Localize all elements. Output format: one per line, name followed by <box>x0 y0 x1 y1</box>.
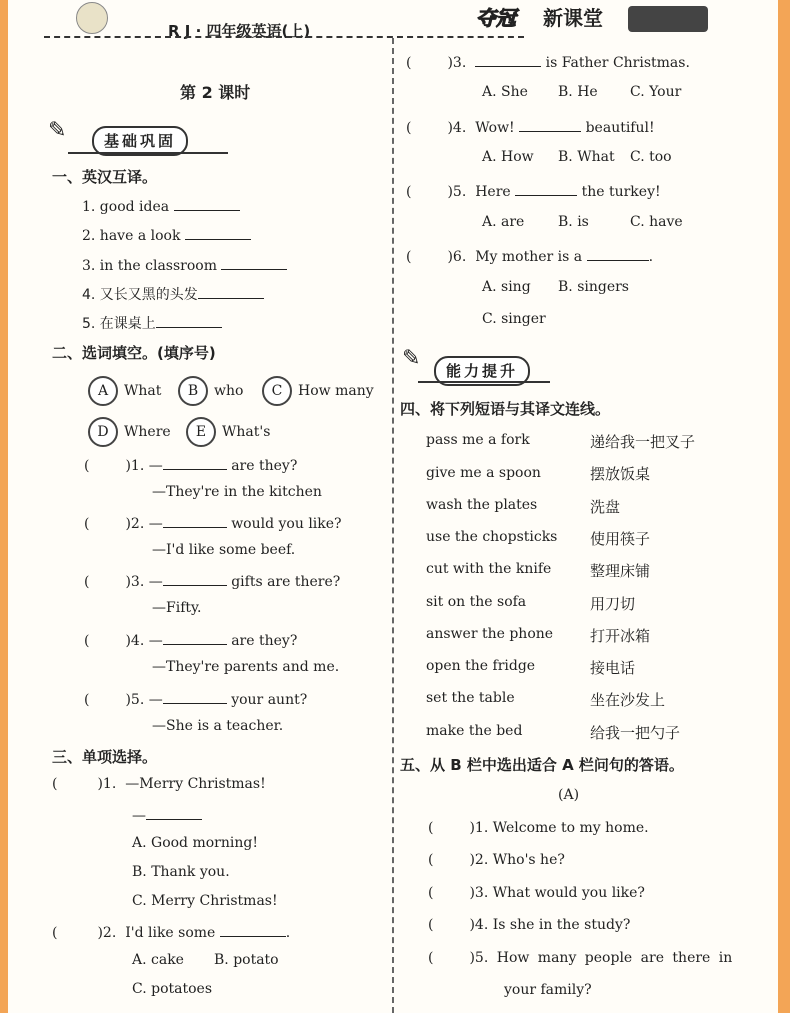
worksheet-page <box>8 0 778 1013</box>
match-left: give me a spoon <box>426 465 541 481</box>
match-right: 整理床铺 <box>590 562 651 580</box>
sec3-option: A. Good morning! <box>132 835 258 851</box>
match-right: 给我一把勺子 <box>590 724 681 742</box>
sec2-question: ( )1. — are they? <box>84 455 297 474</box>
sec3-option: B. He <box>558 84 598 100</box>
sec2-answer: —They're parents and me. <box>152 659 340 675</box>
sec2-question: ( )5. — your aunt? <box>84 689 307 708</box>
match-right: 接电话 <box>590 659 636 677</box>
badge-underline <box>418 381 550 383</box>
sec3-option: C. too <box>630 149 672 165</box>
sec3-question-1: ( )1. —Merry Christmas! <box>52 776 266 792</box>
sec5-question: ( )5. How many people are there in <box>428 950 733 966</box>
header-divider <box>44 36 524 39</box>
header-brand: 新课堂 <box>543 6 603 30</box>
badge-advance: 能力提升 <box>434 356 530 386</box>
sec2-question: ( )3. — gifts are there? <box>84 571 340 590</box>
sec3-option: B. singers <box>558 279 629 295</box>
section3-heading: 三、单项选择。 <box>52 748 158 766</box>
sec3-option: B. is <box>558 214 589 230</box>
sec3-option: A. cake <box>132 952 184 968</box>
sec2-question: ( )2. — would you like? <box>84 513 342 532</box>
badge-underline <box>68 152 228 154</box>
section1-heading: 一、英汉互译。 <box>52 168 158 186</box>
option-word: How many <box>298 383 374 399</box>
sec1-item: 4. 又长又黑的头发 <box>82 284 264 304</box>
sec2-answer: —They're in the kitchen <box>152 484 322 500</box>
sec5-question: ( )3. What would you like? <box>428 885 645 901</box>
section2-heading: 二、选词填空。(填序号) <box>52 344 216 362</box>
option-word: Where <box>124 424 171 440</box>
option-letter: B <box>178 376 208 406</box>
match-right: 坐在沙发上 <box>590 691 666 709</box>
sec3-option: B. potato <box>214 952 279 968</box>
sec3-option: C. Merry Christmas! <box>132 893 278 909</box>
match-right: 打开冰箱 <box>590 627 651 645</box>
sec3-option: A. How <box>482 149 534 165</box>
sec3-option: C. singer <box>482 311 546 327</box>
sec2-answer: —She is a teacher. <box>152 718 284 734</box>
column-a-label: (A) <box>558 787 580 803</box>
sec3-option: A. She <box>482 84 528 100</box>
option-word: What <box>124 383 162 399</box>
option-word: who <box>214 383 244 399</box>
sec1-item: 2. have a look <box>82 225 251 244</box>
match-left: wash the plates <box>426 497 538 513</box>
sec3-question-3: ( )3. is Father Christmas. <box>406 52 690 71</box>
header-logo: 夺冠 <box>476 6 516 30</box>
badge-basic: 基础巩固 <box>92 126 188 156</box>
match-right: 用刀切 <box>590 595 636 613</box>
section4-heading: 四、将下列短语与其译文连线。 <box>400 400 611 418</box>
sec3-option: A. sing <box>482 279 531 295</box>
sec1-item: 3. in the classroom <box>82 255 287 274</box>
column-divider <box>392 38 395 1013</box>
sec1-item: 1. good idea <box>82 196 240 215</box>
match-right: 摆放饭桌 <box>590 465 651 483</box>
sec2-answer: —I'd like some beef. <box>152 542 296 558</box>
sec3-option: C. Your <box>630 84 682 100</box>
match-left: sit on the sofa <box>426 594 527 610</box>
lesson-title: 第 2 课时 <box>180 83 251 102</box>
sec3-option: B. What <box>558 149 615 165</box>
sec5-question: ( )2. Who's he? <box>428 852 565 868</box>
sec3-question-6: ( )6. My mother is a . <box>406 246 653 265</box>
sec3-option: C. have <box>630 214 683 230</box>
match-left: cut with the knife <box>426 561 552 577</box>
match-left: answer the phone <box>426 626 554 642</box>
match-right: 使用筷子 <box>590 530 651 548</box>
sec3-option: C. potatoes <box>132 981 213 997</box>
match-left: pass me a fork <box>426 432 530 448</box>
sec5-question: ( )1. Welcome to my home. <box>428 820 649 836</box>
books-icon <box>628 6 708 32</box>
match-left: open the fridge <box>426 658 536 674</box>
match-left: use the chopsticks <box>426 529 558 545</box>
option-letter: A <box>88 376 118 406</box>
option-letter: D <box>88 417 118 447</box>
pencil-icon: ✎ <box>48 118 67 143</box>
section5-heading: 五、从 B 栏中选出适合 A 栏问句的答语。 <box>400 756 684 774</box>
sec1-item: 5. 在课桌上 <box>82 313 222 333</box>
sec3-question-5: ( )5. Here the turkey! <box>406 181 661 200</box>
sec3-option: A. are <box>482 214 525 230</box>
option-letter: E <box>186 417 216 447</box>
sec3-question-2: ( )2. I'd like some . <box>52 922 290 941</box>
sec2-question: ( )4. — are they? <box>84 630 297 649</box>
sec5-question-cont: your family? <box>504 982 592 998</box>
sec2-answer: —Fifty. <box>152 600 202 616</box>
match-left: make the bed <box>426 723 523 739</box>
match-right: 洗盘 <box>590 498 621 516</box>
mascot-icon <box>76 2 108 34</box>
pencil-icon: ✎ <box>402 346 421 371</box>
sec5-question: ( )4. Is she in the study? <box>428 917 631 933</box>
sec3-option: B. Thank you. <box>132 864 230 880</box>
match-left: set the table <box>426 690 515 706</box>
match-right: 递给我一把叉子 <box>590 433 696 451</box>
sec3-q1-dash: — <box>132 805 202 824</box>
header-title: R J · 四年级英语(上) <box>168 22 311 40</box>
option-word: What's <box>222 424 271 440</box>
sec3-question-4: ( )4. Wow! beautiful! <box>406 117 655 136</box>
option-letter: C <box>262 376 292 406</box>
